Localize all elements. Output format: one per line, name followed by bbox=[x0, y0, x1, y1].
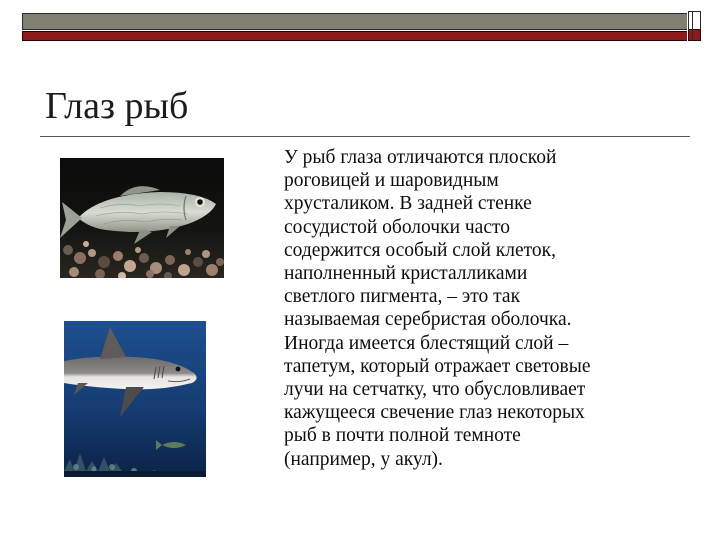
slide-title: Глаз рыб bbox=[45, 85, 189, 127]
shark-photo bbox=[64, 321, 206, 477]
body-line: Иногда имеется блестящий слой – bbox=[284, 332, 569, 354]
header-red-bar bbox=[22, 31, 688, 41]
fish-photo bbox=[60, 158, 224, 278]
body-line: наполненный кристалликами bbox=[284, 263, 528, 285]
header-corner-box-bottom bbox=[688, 29, 701, 41]
header-corner-box-top bbox=[688, 11, 701, 31]
body-line: сосудистой оболочки часто bbox=[284, 216, 511, 238]
body-line: лучи на сетчатку, что обусловливает bbox=[284, 379, 586, 401]
body-line: роговицей и шаровидным bbox=[284, 170, 499, 192]
body-line: тапетум, который отражает световые bbox=[284, 355, 591, 377]
body-line: рыб в почти полной темноте bbox=[284, 425, 521, 447]
body-line: У рыб глаза отличаются плоской bbox=[284, 147, 557, 168]
body-line: светлого пигмента, – это так bbox=[284, 286, 521, 308]
header-gray-bar bbox=[22, 13, 688, 30]
body-line: (например, у акул). bbox=[284, 448, 443, 470]
header-corner-line bbox=[692, 11, 693, 41]
body-line: кажущееся свечение глаз некоторых bbox=[284, 402, 585, 424]
body-line: хрусталиком. В задней стенке bbox=[284, 193, 532, 215]
title-divider bbox=[40, 136, 690, 137]
body-paragraph bbox=[284, 146, 694, 471]
body-line: называемая серебристая оболочка. bbox=[284, 309, 572, 331]
body-line: содержится особый слой клеток, bbox=[284, 239, 556, 261]
